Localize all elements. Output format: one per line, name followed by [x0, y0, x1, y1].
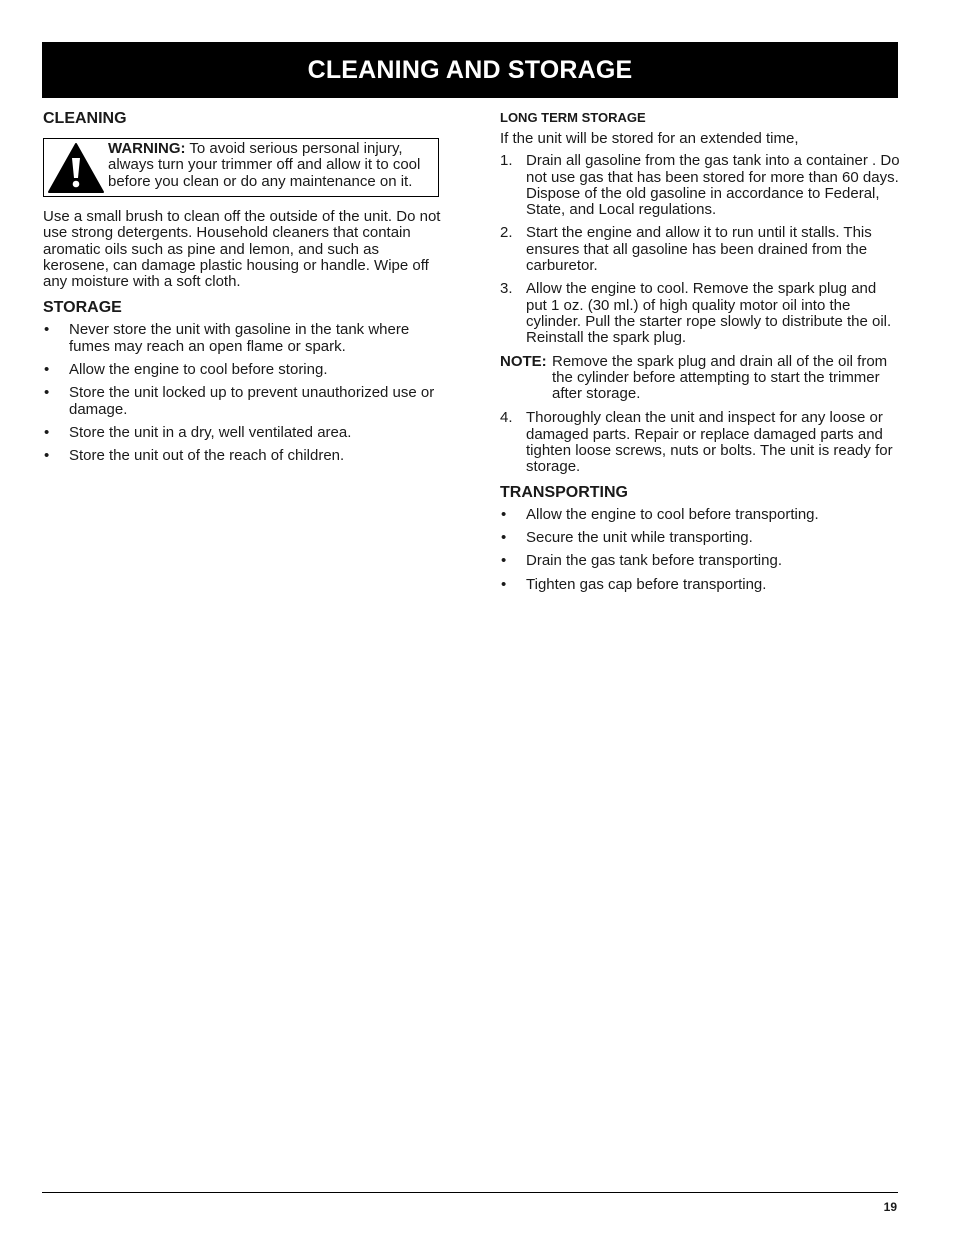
list-item: • Allow the engine to cool before transporting.	[500, 507, 900, 523]
list-item: • Drain the gas tank before transporting.	[500, 553, 900, 569]
warning-text	[108, 141, 435, 194]
note-block	[500, 354, 900, 403]
list-item: • Store the unit locked up to prevent unauthorized use or damage.	[43, 385, 441, 418]
step-text: Allow the engine to cool. Remove the spark plug and put 1 oz. (30 ml.) of high quality motor oil into the cylinder. Pull the starter rope slowly to distribute the oil. Reinstall the spark plug.	[526, 280, 892, 347]
page-title: CLEANING AND STORAGE	[307, 55, 633, 84]
storage-heading: STORAGE	[43, 299, 122, 317]
warning-box	[43, 138, 439, 197]
list-item: • Never store the unit with gasoline in the tank where fumes may reach an open flame or spark.	[43, 322, 441, 355]
list-item: • Tighten gas cap before transporting.	[500, 577, 900, 593]
step-text: Thoroughly clean the unit and inspect for any loose or damaged parts. Repair or replace damaged parts and tighten loose screws, nuts or bolts. The unit is ready for storage.	[526, 409, 893, 476]
footer-divider	[42, 1192, 898, 1193]
list-item	[500, 281, 900, 346]
long-term-steps-continued	[500, 410, 900, 475]
transporting-heading: TRANSPORTING	[500, 483, 628, 501]
long-term-steps	[500, 153, 900, 346]
warning-triangle-icon	[44, 141, 108, 194]
long-term-storage-heading: LONG TERM STORAGE	[500, 110, 646, 125]
list-item	[500, 410, 900, 475]
transporting-list	[500, 507, 900, 593]
list-item: • Allow the engine to cool before storing.	[43, 362, 441, 378]
right-column	[500, 110, 900, 600]
storage-list	[43, 322, 441, 464]
step-text: Drain all gasoline from the gas tank into a container . Do not use gas that has been stored for more than 60 days. Dispose of the old gasoline in accordance to Federal, State, and Local regulations.	[526, 152, 900, 219]
list-item: • Store the unit in a dry, well ventilated area.	[43, 425, 441, 441]
list-item: • Store the unit out of the reach of children.	[43, 448, 441, 464]
warning-label: WARNING:	[108, 140, 186, 157]
step-number: 2.	[500, 224, 513, 242]
warning-message: To avoid serious personal injury, always turn your trimmer off and allow it to cool before you clean or do any maintenance on it.	[108, 140, 421, 190]
step-number: 3.	[500, 280, 513, 298]
note-text: Remove the spark plug and drain all of the oil from the cylinder before attempting to start the trimmer after storage.	[552, 352, 888, 403]
cleaning-heading: CLEANING	[43, 110, 127, 127]
note-label: NOTE:	[500, 352, 547, 370]
cleaning-paragraph: Use a small brush to clean off the outside of the unit. Do not use strong detergents. Household cleaners that contain aromatic oils such as pine and lemon, and such as kerosene, can damage plastic housing or handle. Wipe off any moisture with a soft cloth.	[43, 208, 441, 291]
long-term-intro: If the unit will be stored for an extended time,	[500, 130, 799, 147]
list-item: • Secure the unit while transporting.	[500, 530, 900, 546]
step-number: 4.	[500, 409, 513, 427]
list-item	[500, 153, 900, 218]
step-text: Start the engine and allow it to run until it stalls. This ensures that all gasoline has been drained from the carburetor.	[526, 224, 872, 275]
left-column	[43, 110, 441, 472]
list-item	[500, 225, 900, 274]
step-number: 1.	[500, 152, 513, 170]
page-banner	[42, 42, 898, 98]
page-number: 19	[883, 1200, 897, 1214]
